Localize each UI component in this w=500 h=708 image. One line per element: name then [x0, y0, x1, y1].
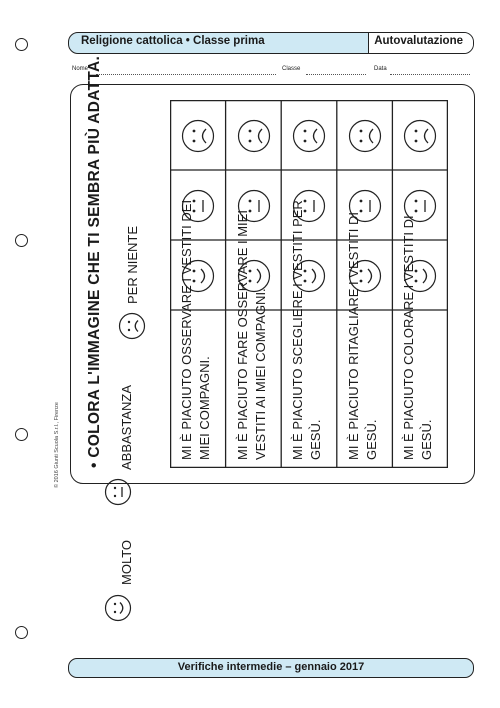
page-footer — [68, 658, 474, 678]
binder-hole — [15, 234, 28, 247]
statement-line: GESÙ. — [308, 419, 323, 460]
legend-label-per-niente: PER NIENTE — [125, 225, 140, 304]
class-field[interactable] — [306, 74, 366, 75]
table-row — [400, 215, 436, 460]
statement-line: MI È PIACIUTO SCEGLIERE I VESTITI PER — [290, 200, 305, 460]
table-row — [345, 212, 381, 460]
row4-sad-icon[interactable] — [348, 119, 382, 153]
page-header — [68, 32, 474, 54]
header-tag-box — [368, 33, 473, 53]
row2-sad-icon[interactable] — [237, 119, 271, 153]
row5-sad-icon[interactable] — [403, 119, 437, 153]
instruction-text: • COLORA L'IMMAGINE CHE TI SEMBRA PIÙ ADATTA. — [86, 55, 103, 468]
student-fields — [72, 66, 472, 80]
binder-hole — [15, 626, 28, 639]
footer-title: Verifiche intermedie – gennaio 2017 — [177, 661, 365, 673]
statement-line: MI È PIACIUTO FARE OSSERVARE I MIEI — [235, 210, 250, 460]
copyright-notice: © 2016 Giunti Scuola S.r.l., Firenze — [54, 402, 60, 488]
statement-line: GESÙ. — [364, 419, 379, 460]
date-label: Data — [374, 66, 387, 72]
section-tag: Autovalutazione — [374, 35, 463, 47]
class-label: Classe — [282, 66, 301, 72]
table-row — [234, 210, 270, 460]
statement-line: MI È PIACIUTO COLORARE I VESTITI DI — [401, 215, 416, 460]
statement-line: MIEI COMPAGNI. — [197, 356, 212, 460]
statement-line: MI È PIACIUTO RITAGLIARE I VESTITI DI — [346, 211, 361, 460]
legend-smile-icon — [104, 594, 132, 622]
legend-sad-icon — [118, 312, 146, 340]
legend-label-abbastanza: ABBASTANZA — [119, 384, 134, 470]
binder-hole — [15, 428, 28, 441]
date-field[interactable] — [390, 74, 470, 75]
statement-line: VESTITI AI MIEI COMPAGNI. — [253, 288, 268, 460]
binder-hole — [15, 38, 28, 51]
row1-sad-icon[interactable] — [181, 119, 215, 153]
table-row — [289, 200, 325, 460]
statement-line: GESÙ. — [419, 419, 434, 460]
row3-sad-icon[interactable] — [292, 119, 326, 153]
statement-line: MI È PIACIUTO OSSERVARE I VESTITI DEI — [179, 199, 194, 460]
table-row — [178, 200, 214, 460]
name-field[interactable] — [96, 74, 276, 75]
name-label: Nome — [72, 66, 89, 72]
subject-title: Religione cattolica • Classe prima — [81, 35, 265, 47]
legend-label-molto: MOLTO — [119, 539, 134, 585]
legend-neutral-icon — [104, 478, 132, 506]
